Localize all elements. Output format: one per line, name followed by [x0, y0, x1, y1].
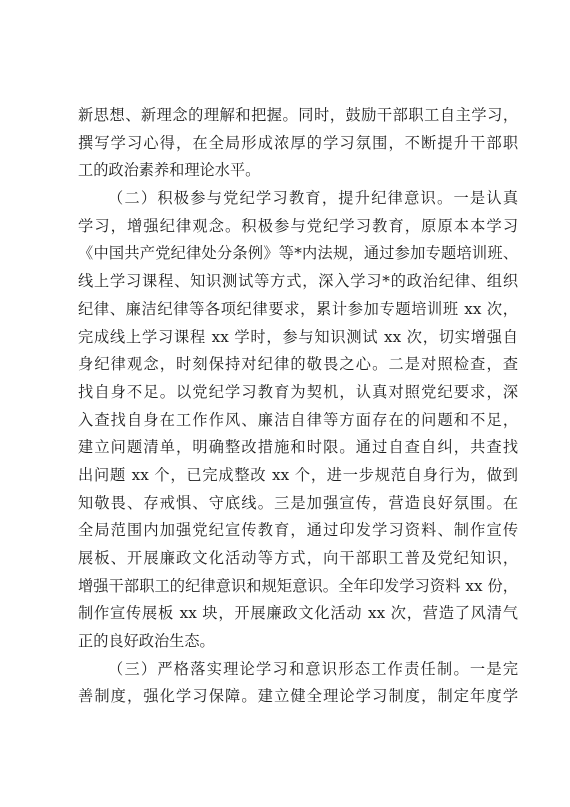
section-heading-line: （二）积极参与党纪学习教育，提升纪律意识。一是认真	[108, 189, 518, 208]
text-line: 善制度，强化学习保障。建立健全理论学习制度，制定年度学	[78, 687, 518, 706]
text-line: 知敬畏、存戒惧、守底线。三是加强宣传，营造良好氛围。在	[78, 493, 518, 512]
text-line: 制作宣传展板 xx 块，开展廉政文化活动 xx 次，营造了风清气	[78, 604, 518, 623]
text-line: 纪律、廉洁纪律等各项纪律要求，累计参加专题培训班 xx 次，	[78, 299, 518, 318]
text-line: 《中国共产党纪律处分条例》等*内法规，通过参加专题培训班、	[78, 244, 518, 263]
text-line: 新思想、新理念的理解和把握。同时，鼓励干部职工自主学习，	[78, 106, 518, 124]
text-line: 完成线上学习课程 xx 学时，参与知识测试 xx 次，切实增强自	[78, 327, 518, 346]
section-heading-line: （三）严格落实理论学习和意识形态工作责任制。一是完	[108, 659, 518, 678]
text-line: 出问题 xx 个，已完成整改 xx 个，进一步规范自身行为，做到	[78, 465, 518, 484]
text-line: 线上学习课程、知识测试等方式，深入学习*的政治纪律、组织	[78, 272, 518, 291]
text-line: 找自身不足。以党纪学习教育为契机，认真对照党纪要求，深	[78, 382, 518, 401]
text-line: 展板、开展廉政文化活动等方式，向干部职工普及党纪知识，	[78, 549, 518, 567]
body-text	[78, 102, 518, 711]
text-line: 入查找自身在工作作风、廉洁自律等方面存在的问题和不足，	[78, 410, 518, 429]
text-line: 建立问题清单，明确整改措施和时限。通过自查自纠，共查找	[78, 438, 518, 457]
text-line: 学习，增强纪律观念。积极参与党纪学习教育，原原本本学习	[78, 216, 518, 235]
text-line: 工的政治素养和理论水平。	[78, 161, 261, 180]
text-line: 身纪律观念，时刻保持对纪律的敬畏之心。二是对照检查，查	[78, 355, 518, 374]
text-line: 增强干部职工的纪律意识和规矩意识。全年印发学习资料 xx 份，	[78, 576, 518, 595]
text-line: 撰写学习心得，在全局形成浓厚的学习氛围，不断提升干部职	[78, 133, 518, 152]
text-line: 正的良好政治生态。	[78, 632, 215, 651]
text-line: 全局范围内加强党纪宣传教育，通过印发学习资料、制作宣传	[78, 521, 518, 540]
